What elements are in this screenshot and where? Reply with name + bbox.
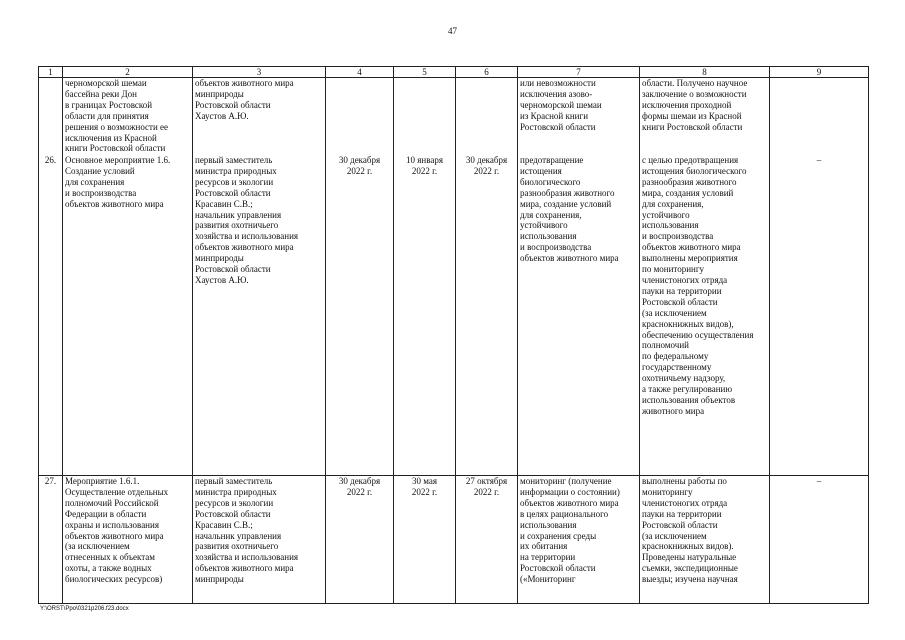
column-number: 9 [770, 67, 869, 78]
column-number: 7 [518, 67, 640, 78]
table-row [39, 476, 869, 604]
expected-result: предотвращение истощения биологического разнообразия животного мира, создание условий для сохранения, устойчивого использования и воспроизводства объектов животного мира [520, 155, 619, 264]
responsible-person: первый заместитель министра природных ресурсов и экологии Ростовской области Красавин С.В.; начальник управления развития охотничьего хозяйства и использования объектов животного мира минприроды Ростовской области Хаустов А.Ю. [195, 155, 299, 285]
actual-result: с целью предотвращения истощения биологического разнообразия животного мира, создания условий для сохранения, устойчивого использования и воспроизводства объектов животного мира выполнены мероприятия по мониторингу членистоногих отряда пауки на территории Ростовской области (за исключением краснокнижных видов), обеспечению осуществления полномочий по федеральному государственному охотничьему надзору, а также регулированию использования объектов животного мира [642, 155, 754, 416]
page-number: 47 [448, 26, 457, 36]
column-number: 2 [63, 67, 193, 78]
start-date: 10 января 2022 г. [406, 155, 443, 176]
activity-name-cell [63, 78, 193, 476]
activity-name: Основное мероприятие 1.6. Создание условий для сохранения и воспроизводства объектов животного мира [65, 155, 171, 209]
file-path-footer: Y:\ORST\Ppo\0321p206.f23.docx [40, 606, 129, 612]
end-date: 30 декабря 2022 г. [465, 155, 508, 176]
responsible-person [193, 476, 326, 604]
continued-expected-text: или невозможности исключения азово- черноморской шемаи из Красной книги Ростовской области [520, 78, 602, 132]
actual-result [640, 476, 770, 604]
end-date-cell [456, 78, 518, 476]
planned-date-cell [326, 78, 394, 476]
responsible-text: первый заместитель министра природных ресурсов и экологии Ростовской области Красавин С.В.; начальник управления развития охотничьего хозяйства и использования объектов животного мира минприроды [195, 476, 299, 585]
end-date [456, 476, 518, 604]
start-date-text: 30 мая 2022 г. [411, 476, 438, 497]
actual-result-cell [640, 78, 770, 476]
column-number: 4 [326, 67, 394, 78]
continued-activity-text: черноморской шемаи бассейна реки Дон в границах Ростовской области для принятия решения о возможности ее исключения из Красной книги Ростовской области [65, 78, 169, 154]
continued-responsible-text: объектов животного мира минприроды Ростовской области Хаустов А.Ю. [195, 78, 294, 121]
column-number: 5 [394, 67, 456, 78]
expected-result [518, 476, 640, 604]
column-number: 3 [193, 67, 326, 78]
column-number: 8 [640, 67, 770, 78]
table-row [39, 78, 869, 476]
column-number: 1 [39, 67, 63, 78]
end-date-text: 27 октября 2022 г. [465, 476, 508, 497]
start-date-cell [394, 78, 456, 476]
continued-result-text: области. Получено научное заключение о возможности исключения проходной формы шемаи из Красной книги Ростовской области [642, 78, 748, 132]
row-number: 26. [44, 155, 57, 165]
activity-name-text: Мероприятие 1.6.1. Осуществление отдельных полномочий Российской Федерации в области охраны и использования объектов животного мира (за исключением отнесенных к объектам охоты, а также водных биологических ресурсов) [65, 476, 169, 585]
expected-result-text: мониторинг (получение информации о состоянии) объектов животного мира в целях рационального использования и сохранения среды их обитания на территории Ростовской области («Мониторинг [520, 476, 620, 585]
note: – [770, 476, 869, 604]
responsible-cell [193, 78, 326, 476]
note: – [816, 155, 822, 165]
planned-date: 30 декабря 2022 г. [338, 155, 381, 176]
actual-result-text: выполнены работы по мониторингу членистоногих отряда пауки на территории Ростовской области (за исключением краснокнижных видов). Проведены натуральные съемки, экспедиционные выезды; изучена научная [642, 476, 738, 585]
note-cell [770, 78, 869, 476]
planned-date-text: 30 декабря 2022 г. [338, 476, 381, 497]
report-table [38, 66, 869, 604]
expected-result-cell [518, 78, 640, 476]
column-number-row [39, 67, 869, 78]
column-number: 6 [456, 67, 518, 78]
activity-name [63, 476, 193, 604]
row-number-cell [39, 78, 63, 476]
planned-date [326, 476, 394, 604]
start-date [394, 476, 456, 604]
row-number: 27. [39, 476, 63, 604]
